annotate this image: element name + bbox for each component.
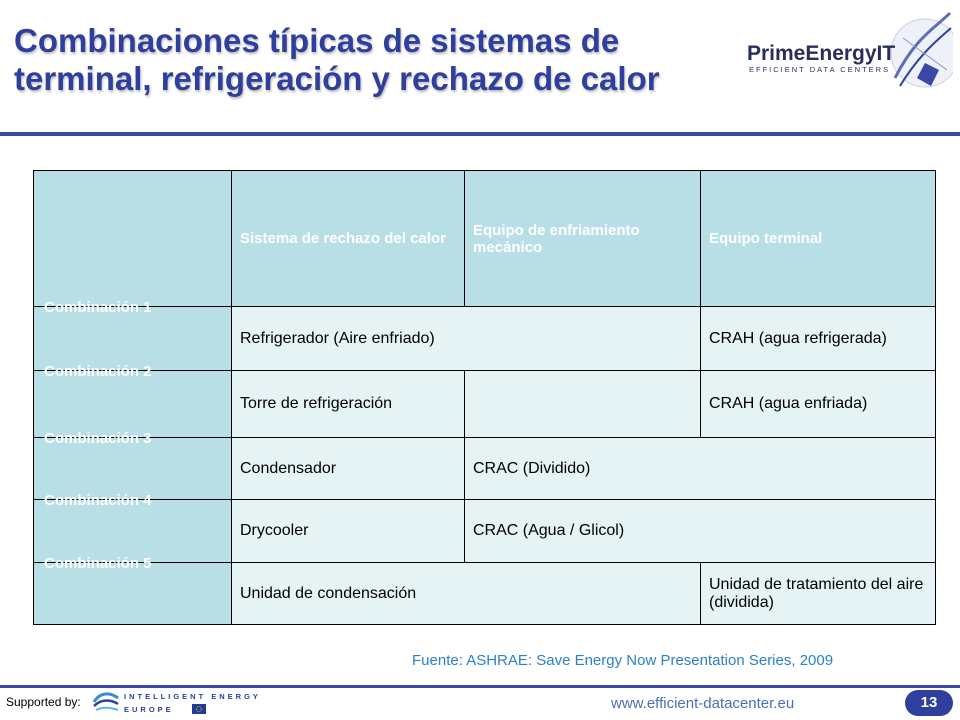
title-line-2: terminal, refrigeración y rechazo de calor	[14, 60, 660, 97]
combinations-table	[33, 170, 936, 625]
table-cell: CRAC (Agua / Glicol)	[465, 500, 936, 563]
header-cell-empty	[34, 171, 232, 307]
table-row	[34, 563, 936, 625]
website-url[interactable]: www.efficient-datacenter.eu	[611, 695, 795, 712]
ie-line-2: EUROPE	[124, 705, 174, 714]
header-cell: Sistema de rechazo del calor	[232, 171, 465, 307]
table-row	[34, 438, 936, 500]
source-citation: Fuente: ASHRAE: Save Energy Now Presentation Series, 2009	[412, 652, 834, 669]
table-row	[34, 371, 936, 438]
primeenergyit-logo	[735, 8, 953, 108]
table-cell: Refrigerador (Aire enfriado)	[232, 307, 701, 371]
row-label: Combinación 4	[34, 500, 232, 563]
table-cell: Unidad de tratamiento del aire (dividida)	[701, 563, 936, 625]
logo-brand: PrimeEnergyIT	[747, 42, 896, 65]
top-divider	[0, 132, 960, 136]
table-cell	[465, 371, 701, 438]
header-cell: Equipo terminal	[701, 171, 936, 307]
table-cell: Drycooler	[232, 500, 465, 563]
table-cell: Torre de refrigeración	[232, 371, 465, 438]
page-number-badge: 13	[905, 690, 953, 716]
row-label: Combinación 2	[34, 371, 232, 438]
row-label: Combinación 5	[34, 563, 232, 625]
ie-line-1: INTELLIGENT ENERGY	[124, 692, 261, 701]
table-cell: CRAH (agua refrigerada)	[701, 307, 936, 371]
table-cell: CRAC (Dividido)	[465, 438, 936, 500]
row-label: Combinación 3	[34, 438, 232, 500]
logo-tagline: EFFICIENT DATA CENTERS	[749, 65, 891, 74]
table-cell: CRAH (agua enfriada)	[701, 371, 936, 438]
title-line-1: Combinaciones típicas de sistemas de	[14, 22, 620, 59]
table-cell: Condensador	[232, 438, 465, 500]
header-cell: Equipo de enfriamiento mecánico	[465, 171, 701, 307]
table-row	[34, 500, 936, 563]
slide-title	[14, 22, 714, 98]
intelligent-energy-europe-logo	[92, 688, 262, 716]
table-row	[34, 307, 936, 371]
row-label: Combinación 1	[34, 307, 232, 371]
table-header-row	[34, 171, 936, 307]
supported-by-label: Supported by:	[6, 695, 81, 709]
table-cell: Unidad de condensación	[232, 563, 701, 625]
eu-flag-icon	[192, 704, 206, 714]
